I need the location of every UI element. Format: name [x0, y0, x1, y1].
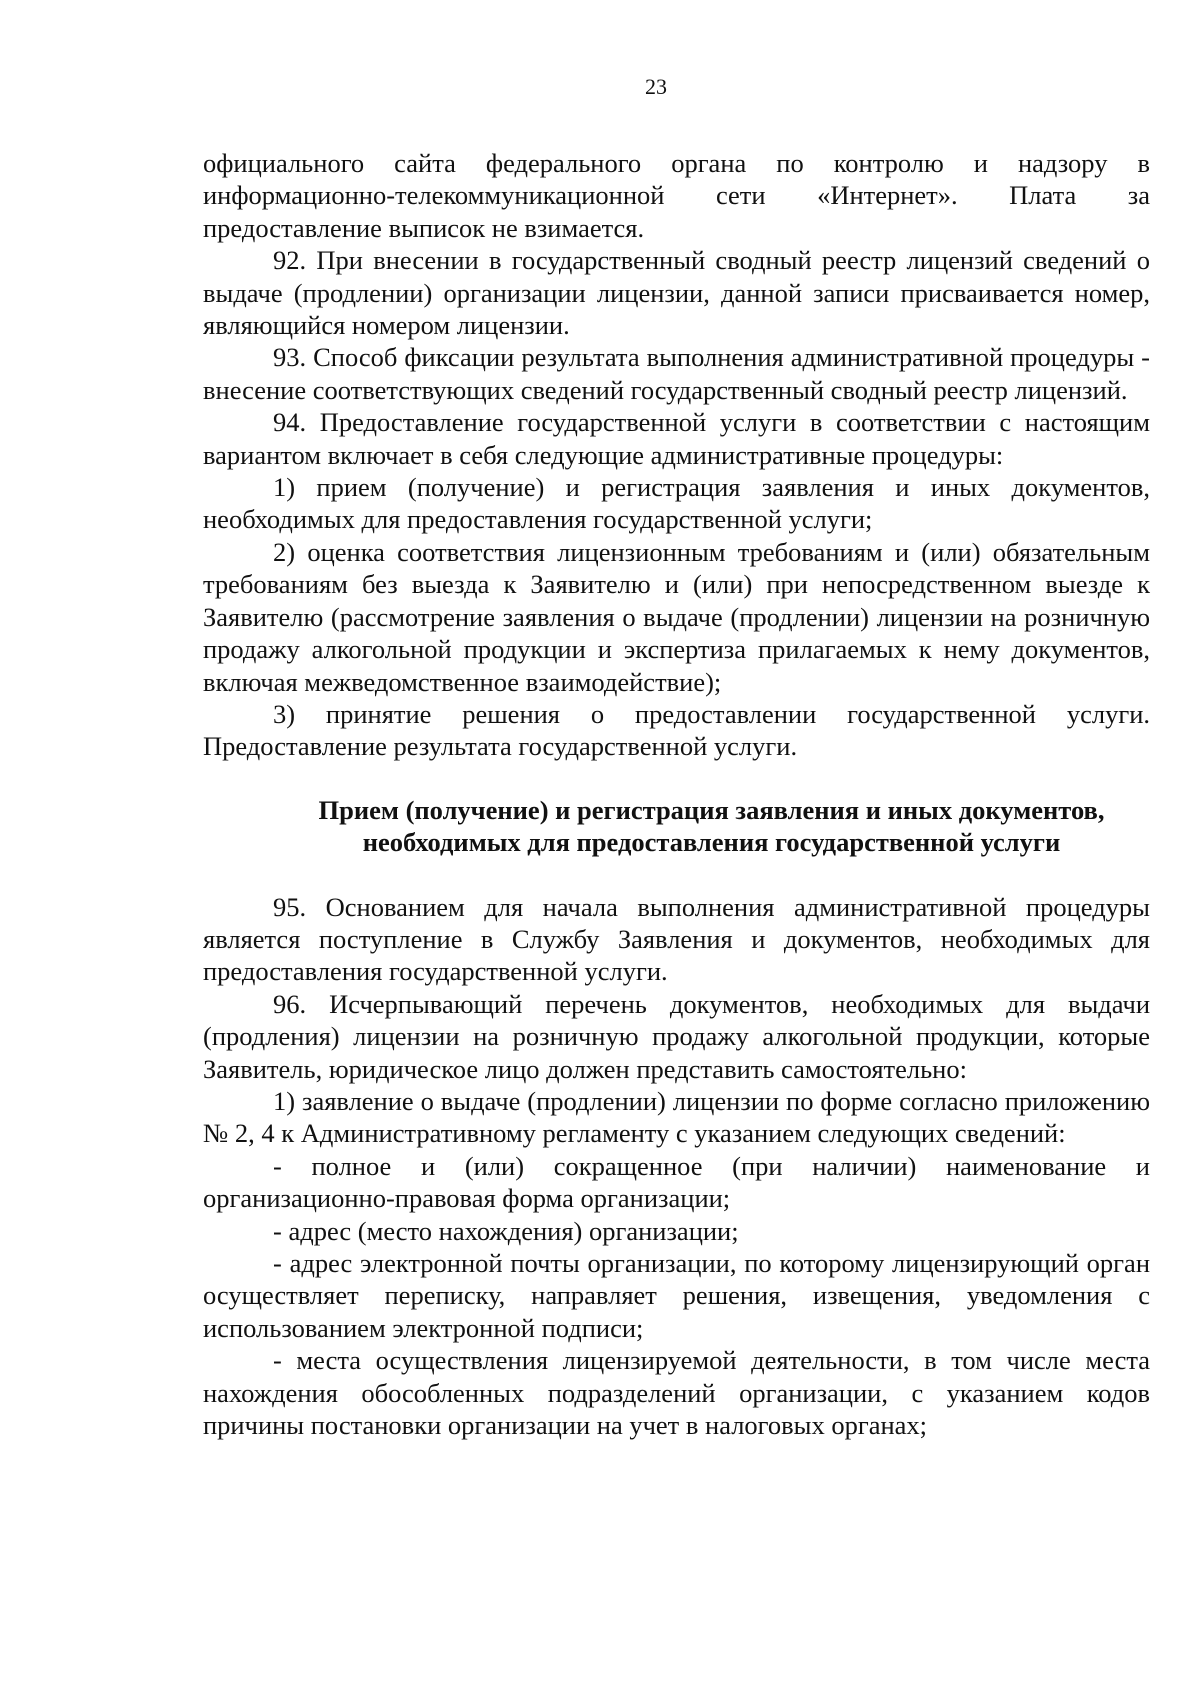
- document-body: [203, 147, 1150, 1441]
- bullet-org-email: - адрес электронной почты организации, по которому лицензирующий орган осуществляет переписку, направляет решения, извещения, уведомления с использованием электронной подписи;: [203, 1248, 1150, 1343]
- bullet-org-name: - полное и (или) сокращенное (при наличии) наименование и организационно-правовая форма организации;: [203, 1150, 1150, 1214]
- page-number: 23: [645, 74, 667, 99]
- bullet-org-address: - адрес (место нахождения) организации;: [273, 1215, 739, 1246]
- paragraph-93: 93. Способ фиксации результата выполнения административной процедуры - внесение соответствующих сведений государственный сводный реестр лицензий.: [203, 342, 1150, 405]
- paragraph-96: 96. Исчерпывающий перечень документов, необходимых для выдачи (продления) лицензии на розничную продажу алкогольной продукции, которые Заявитель, юридическое лицо должен представить самостоятельно:: [203, 988, 1150, 1084]
- list-item-2: 2) оценка соответствия лицензионным требованиям и (или) обязательным требованиям без выезда к Заявителю и (или) при непосредственном выезде к Заявителю (рассмотрение заявления о выдаче (продлении) лицензии на розничную продажу алкогольной продукции и экспертиза прилагаемых к нему документов, включая межведомственное взаимодействие);: [203, 536, 1150, 697]
- list-item-1: 1) прием (получение) и регистрация заявления и иных документов, необходимых для предоставления государственной услуги;: [203, 472, 1150, 535]
- paragraph-94: 94. Предоставление государственной услуги в соответствии с настоящим вариантом включает в себя следующие административные процедуры:: [203, 407, 1150, 470]
- list-item-3: 3) принятие решения о предоставлении государственной услуги. Предоставление результата государственной услуги.: [203, 698, 1150, 762]
- section-heading: [203, 794, 1150, 859]
- paragraph-continuation: официального сайта федерального органа по контролю и надзору в информационно-телекоммуникационной сети «Интернет». Плата за предоставление выписок не взимается.: [203, 148, 1150, 243]
- document-item-1: 1) заявление о выдаче (продлении) лицензии по форме согласно приложению № 2, 4 к Административному регламенту с указанием следующих сведений:: [203, 1085, 1150, 1149]
- paragraph-92: 92. При внесении в государственный сводный реестр лицензий сведений о выдаче (продлении) организации лицензии, данной записи присваивается номер, являющийся номером лицензии.: [203, 245, 1150, 341]
- bullet-activity-places: - места осуществления лицензируемой деятельности, в том числе места нахождения обособленных подразделений организации, с указанием кодов причины постановки организации на учет в налоговых органах;: [203, 1345, 1150, 1441]
- section-heading-line-1: Прием (получение) и регистрация заявления и иных документов,: [318, 794, 1105, 825]
- section-heading-line-2: необходимых для предоставления государственной услуги: [362, 827, 1061, 858]
- paragraph-95: 95. Основанием для начала выполнения административной процедуры является поступление в Службу Заявления и документов, необходимых для предоставления государственной услуги.: [203, 891, 1150, 987]
